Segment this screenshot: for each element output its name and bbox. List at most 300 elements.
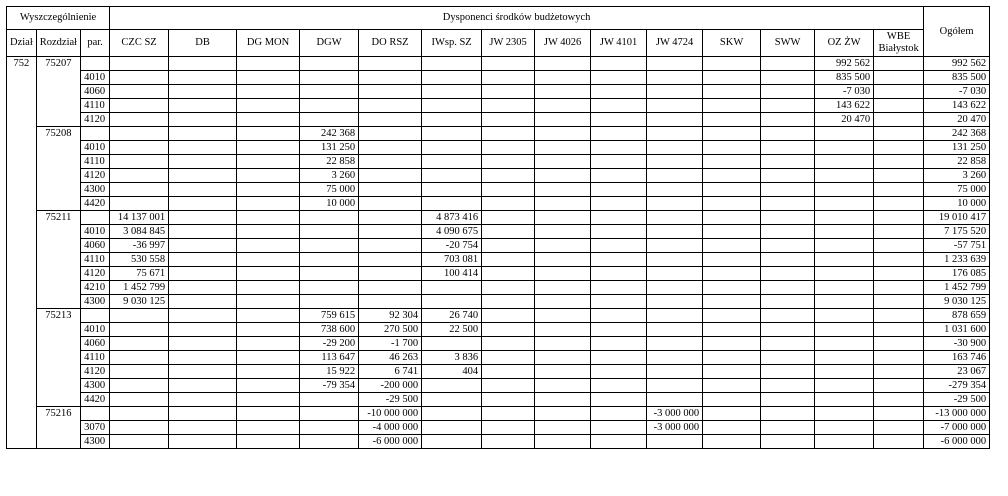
column-header-disposer: WBE Białystok <box>874 30 924 57</box>
value-cell <box>703 393 761 407</box>
value-cell <box>874 57 924 71</box>
par-cell: 4110 <box>81 351 110 365</box>
total-cell: 835 500 <box>924 71 990 85</box>
value-cell <box>647 365 703 379</box>
value-cell <box>237 323 300 337</box>
value-cell <box>703 435 761 449</box>
value-cell <box>703 351 761 365</box>
table-row <box>7 85 990 99</box>
value-cell <box>110 421 169 435</box>
value-cell <box>482 393 535 407</box>
value-cell <box>359 197 422 211</box>
value-cell <box>482 99 535 113</box>
value-cell <box>874 435 924 449</box>
value-cell <box>591 337 647 351</box>
value-cell <box>874 85 924 99</box>
total-cell: 9 030 125 <box>924 295 990 309</box>
value-cell <box>482 435 535 449</box>
value-cell <box>535 113 591 127</box>
value-cell <box>703 295 761 309</box>
value-cell <box>300 71 359 85</box>
value-cell: -29 200 <box>300 337 359 351</box>
par-cell <box>81 211 110 225</box>
value-cell <box>359 211 422 225</box>
value-cell <box>237 435 300 449</box>
value-cell <box>169 295 237 309</box>
value-cell: 22 858 <box>300 155 359 169</box>
value-cell <box>815 295 874 309</box>
total-cell: -6 000 000 <box>924 435 990 449</box>
value-cell: -79 354 <box>300 379 359 393</box>
value-cell <box>482 211 535 225</box>
par-cell: 4010 <box>81 225 110 239</box>
value-cell <box>815 365 874 379</box>
value-cell <box>761 155 815 169</box>
value-cell <box>300 211 359 225</box>
value-cell: 15 922 <box>300 365 359 379</box>
value-cell <box>761 295 815 309</box>
value-cell <box>761 435 815 449</box>
value-cell: -10 000 000 <box>359 407 422 421</box>
value-cell <box>169 71 237 85</box>
value-cell <box>482 169 535 183</box>
value-cell <box>591 393 647 407</box>
value-cell <box>647 155 703 169</box>
value-cell <box>300 225 359 239</box>
value-cell <box>422 295 482 309</box>
value-cell <box>300 435 359 449</box>
value-cell <box>591 379 647 393</box>
value-cell <box>591 309 647 323</box>
value-cell <box>300 99 359 113</box>
value-cell <box>169 281 237 295</box>
value-cell <box>169 85 237 99</box>
value-cell <box>237 155 300 169</box>
par-cell: 4110 <box>81 253 110 267</box>
value-cell <box>647 393 703 407</box>
value-cell <box>169 113 237 127</box>
table-row <box>7 141 990 155</box>
value-cell <box>535 183 591 197</box>
value-cell <box>761 309 815 323</box>
group-header-dysponenci: Dysponenci środków budżetowych <box>110 7 924 30</box>
value-cell <box>761 183 815 197</box>
value-cell: 1 452 799 <box>110 281 169 295</box>
value-cell <box>761 71 815 85</box>
value-cell <box>874 211 924 225</box>
value-cell <box>535 253 591 267</box>
value-cell: 22 500 <box>422 323 482 337</box>
value-cell <box>591 225 647 239</box>
value-cell <box>300 267 359 281</box>
value-cell <box>591 197 647 211</box>
value-cell <box>761 57 815 71</box>
value-cell <box>169 309 237 323</box>
value-cell <box>591 421 647 435</box>
value-cell <box>482 127 535 141</box>
column-header-disposer: DB <box>169 30 237 57</box>
value-cell <box>874 169 924 183</box>
value-cell <box>482 407 535 421</box>
value-cell <box>110 309 169 323</box>
value-cell <box>359 239 422 253</box>
value-cell <box>169 365 237 379</box>
value-cell <box>874 295 924 309</box>
value-cell <box>169 253 237 267</box>
value-cell <box>359 295 422 309</box>
value-cell <box>169 127 237 141</box>
value-cell <box>761 365 815 379</box>
value-cell <box>482 323 535 337</box>
value-cell <box>535 239 591 253</box>
par-cell: 4300 <box>81 295 110 309</box>
table-row <box>7 435 990 449</box>
par-cell: 4300 <box>81 435 110 449</box>
value-cell <box>761 323 815 337</box>
par-cell <box>81 309 110 323</box>
value-cell <box>535 281 591 295</box>
value-cell <box>359 169 422 183</box>
value-cell: 9 030 125 <box>110 295 169 309</box>
value-cell <box>591 113 647 127</box>
value-cell <box>422 379 482 393</box>
value-cell <box>237 421 300 435</box>
par-cell: 4120 <box>81 169 110 183</box>
value-cell <box>647 379 703 393</box>
value-cell <box>874 155 924 169</box>
value-cell: 404 <box>422 365 482 379</box>
value-cell <box>300 113 359 127</box>
value-cell <box>591 127 647 141</box>
value-cell <box>703 141 761 155</box>
column-header-disposer: JW 4026 <box>535 30 591 57</box>
value-cell <box>237 99 300 113</box>
value-cell <box>300 421 359 435</box>
value-cell <box>874 393 924 407</box>
value-cell <box>237 141 300 155</box>
value-cell <box>237 127 300 141</box>
value-cell: 143 622 <box>815 99 874 113</box>
value-cell <box>237 113 300 127</box>
value-cell <box>647 435 703 449</box>
total-cell: 878 659 <box>924 309 990 323</box>
value-cell <box>110 435 169 449</box>
value-cell <box>874 323 924 337</box>
value-cell: -7 030 <box>815 85 874 99</box>
value-cell <box>647 267 703 281</box>
par-cell: 4060 <box>81 337 110 351</box>
value-cell <box>647 337 703 351</box>
value-cell <box>422 337 482 351</box>
value-cell: 26 740 <box>422 309 482 323</box>
value-cell <box>422 57 482 71</box>
value-cell <box>110 99 169 113</box>
value-cell <box>110 169 169 183</box>
column-header-disposer: SKW <box>703 30 761 57</box>
table-row <box>7 407 990 421</box>
value-cell <box>815 211 874 225</box>
value-cell <box>591 155 647 169</box>
total-cell: 1 233 639 <box>924 253 990 267</box>
value-cell <box>169 379 237 393</box>
value-cell <box>237 379 300 393</box>
header-row-columns <box>7 30 990 57</box>
value-cell <box>535 393 591 407</box>
table-row <box>7 281 990 295</box>
total-cell: 3 260 <box>924 169 990 183</box>
value-cell <box>169 337 237 351</box>
value-cell <box>647 225 703 239</box>
value-cell <box>815 435 874 449</box>
value-cell <box>874 281 924 295</box>
value-cell <box>591 239 647 253</box>
value-cell <box>482 197 535 211</box>
value-cell <box>422 183 482 197</box>
total-cell: 1 031 600 <box>924 323 990 337</box>
value-cell <box>874 197 924 211</box>
value-cell <box>761 225 815 239</box>
value-cell <box>591 253 647 267</box>
value-cell <box>237 281 300 295</box>
value-cell <box>237 169 300 183</box>
value-cell <box>535 127 591 141</box>
total-cell: 992 562 <box>924 57 990 71</box>
value-cell <box>482 337 535 351</box>
column-header-ogolem: Ogółem <box>924 7 990 57</box>
value-cell <box>761 169 815 183</box>
value-cell <box>110 183 169 197</box>
value-cell <box>359 141 422 155</box>
value-cell <box>591 267 647 281</box>
value-cell <box>647 183 703 197</box>
value-cell <box>703 99 761 113</box>
value-cell <box>874 127 924 141</box>
value-cell <box>703 197 761 211</box>
value-cell <box>815 407 874 421</box>
value-cell: 10 000 <box>300 197 359 211</box>
value-cell <box>591 295 647 309</box>
value-cell <box>169 183 237 197</box>
par-cell: 4300 <box>81 379 110 393</box>
value-cell <box>359 225 422 239</box>
value-cell <box>647 253 703 267</box>
table-row <box>7 197 990 211</box>
value-cell: -3 000 000 <box>647 421 703 435</box>
value-cell <box>535 99 591 113</box>
column-header-disposer: JW 2305 <box>482 30 535 57</box>
value-cell <box>169 407 237 421</box>
value-cell: 131 250 <box>300 141 359 155</box>
value-cell <box>703 407 761 421</box>
value-cell <box>237 57 300 71</box>
budget-table-wrapper <box>6 6 990 449</box>
value-cell <box>703 57 761 71</box>
value-cell <box>110 393 169 407</box>
value-cell <box>647 281 703 295</box>
value-cell <box>422 435 482 449</box>
total-cell: 7 175 520 <box>924 225 990 239</box>
value-cell <box>591 323 647 337</box>
value-cell <box>535 85 591 99</box>
value-cell <box>703 323 761 337</box>
value-cell <box>237 239 300 253</box>
value-cell: 835 500 <box>815 71 874 85</box>
total-cell: 20 470 <box>924 113 990 127</box>
column-header-disposer: SWW <box>761 30 815 57</box>
value-cell <box>591 169 647 183</box>
value-cell <box>591 57 647 71</box>
table-row <box>7 323 990 337</box>
value-cell <box>703 211 761 225</box>
value-cell <box>110 407 169 421</box>
table-row <box>7 99 990 113</box>
value-cell <box>237 225 300 239</box>
total-cell: 22 858 <box>924 155 990 169</box>
value-cell <box>300 393 359 407</box>
par-cell: 4120 <box>81 113 110 127</box>
column-header-disposer: DGW <box>300 30 359 57</box>
value-cell <box>815 267 874 281</box>
column-header-disposer: JW 4101 <box>591 30 647 57</box>
value-cell <box>359 267 422 281</box>
value-cell <box>110 155 169 169</box>
value-cell <box>647 99 703 113</box>
value-cell <box>169 211 237 225</box>
value-cell <box>874 267 924 281</box>
value-cell: 3 836 <box>422 351 482 365</box>
value-cell <box>422 113 482 127</box>
value-cell <box>647 239 703 253</box>
value-cell <box>815 379 874 393</box>
value-cell <box>874 239 924 253</box>
value-cell <box>703 421 761 435</box>
value-cell: -36 997 <box>110 239 169 253</box>
value-cell: -6 000 000 <box>359 435 422 449</box>
table-body <box>7 57 990 449</box>
par-cell: 3070 <box>81 421 110 435</box>
value-cell <box>647 113 703 127</box>
value-cell <box>815 421 874 435</box>
value-cell: 113 647 <box>300 351 359 365</box>
value-cell <box>482 57 535 71</box>
total-cell: 23 067 <box>924 365 990 379</box>
value-cell <box>110 57 169 71</box>
value-cell <box>535 379 591 393</box>
value-cell <box>535 421 591 435</box>
value-cell: 992 562 <box>815 57 874 71</box>
value-cell <box>535 337 591 351</box>
value-cell <box>761 141 815 155</box>
value-cell <box>815 141 874 155</box>
value-cell: 75 671 <box>110 267 169 281</box>
value-cell <box>874 337 924 351</box>
table-row <box>7 57 990 71</box>
value-cell: 759 615 <box>300 309 359 323</box>
value-cell <box>535 295 591 309</box>
value-cell <box>535 351 591 365</box>
header-row-top <box>7 7 990 30</box>
value-cell <box>703 253 761 267</box>
value-cell <box>169 421 237 435</box>
value-cell <box>169 225 237 239</box>
par-cell: 4110 <box>81 99 110 113</box>
budget-table <box>6 6 990 449</box>
value-cell <box>110 351 169 365</box>
value-cell <box>237 253 300 267</box>
value-cell <box>169 57 237 71</box>
value-cell <box>703 183 761 197</box>
value-cell <box>169 267 237 281</box>
value-cell <box>422 281 482 295</box>
value-cell <box>535 197 591 211</box>
value-cell <box>110 141 169 155</box>
value-cell <box>169 323 237 337</box>
value-cell <box>169 393 237 407</box>
value-cell <box>482 253 535 267</box>
table-row <box>7 337 990 351</box>
rozdzial-cell: 75208 <box>36 127 80 211</box>
total-cell: 176 085 <box>924 267 990 281</box>
value-cell <box>703 113 761 127</box>
value-cell: 92 304 <box>359 309 422 323</box>
total-cell: -57 751 <box>924 239 990 253</box>
column-header-disposer: DO RSZ <box>359 30 422 57</box>
value-cell <box>359 183 422 197</box>
value-cell <box>535 57 591 71</box>
value-cell <box>647 169 703 183</box>
total-cell: 10 000 <box>924 197 990 211</box>
value-cell <box>237 85 300 99</box>
value-cell <box>110 379 169 393</box>
table-row <box>7 267 990 281</box>
value-cell <box>422 141 482 155</box>
column-header-rozdzial: Rozdział <box>36 30 80 57</box>
value-cell <box>761 85 815 99</box>
table-row <box>7 393 990 407</box>
value-cell: 703 081 <box>422 253 482 267</box>
value-cell <box>703 71 761 85</box>
value-cell <box>482 351 535 365</box>
value-cell <box>703 169 761 183</box>
value-cell <box>647 57 703 71</box>
value-cell <box>535 141 591 155</box>
value-cell <box>591 365 647 379</box>
value-cell <box>359 253 422 267</box>
value-cell <box>300 253 359 267</box>
value-cell <box>110 113 169 127</box>
value-cell <box>874 309 924 323</box>
value-cell <box>110 365 169 379</box>
value-cell: 6 741 <box>359 365 422 379</box>
column-header-disposer: JW 4724 <box>647 30 703 57</box>
value-cell: 530 558 <box>110 253 169 267</box>
rozdzial-cell: 75211 <box>36 211 80 309</box>
value-cell <box>482 309 535 323</box>
total-cell: -7 030 <box>924 85 990 99</box>
par-cell <box>81 57 110 71</box>
value-cell <box>874 421 924 435</box>
value-cell <box>359 85 422 99</box>
value-cell <box>703 379 761 393</box>
value-cell <box>761 421 815 435</box>
table-row <box>7 351 990 365</box>
table-row <box>7 253 990 267</box>
value-cell <box>359 57 422 71</box>
value-cell <box>703 239 761 253</box>
value-cell <box>815 309 874 323</box>
value-cell <box>647 309 703 323</box>
value-cell: 100 414 <box>422 267 482 281</box>
